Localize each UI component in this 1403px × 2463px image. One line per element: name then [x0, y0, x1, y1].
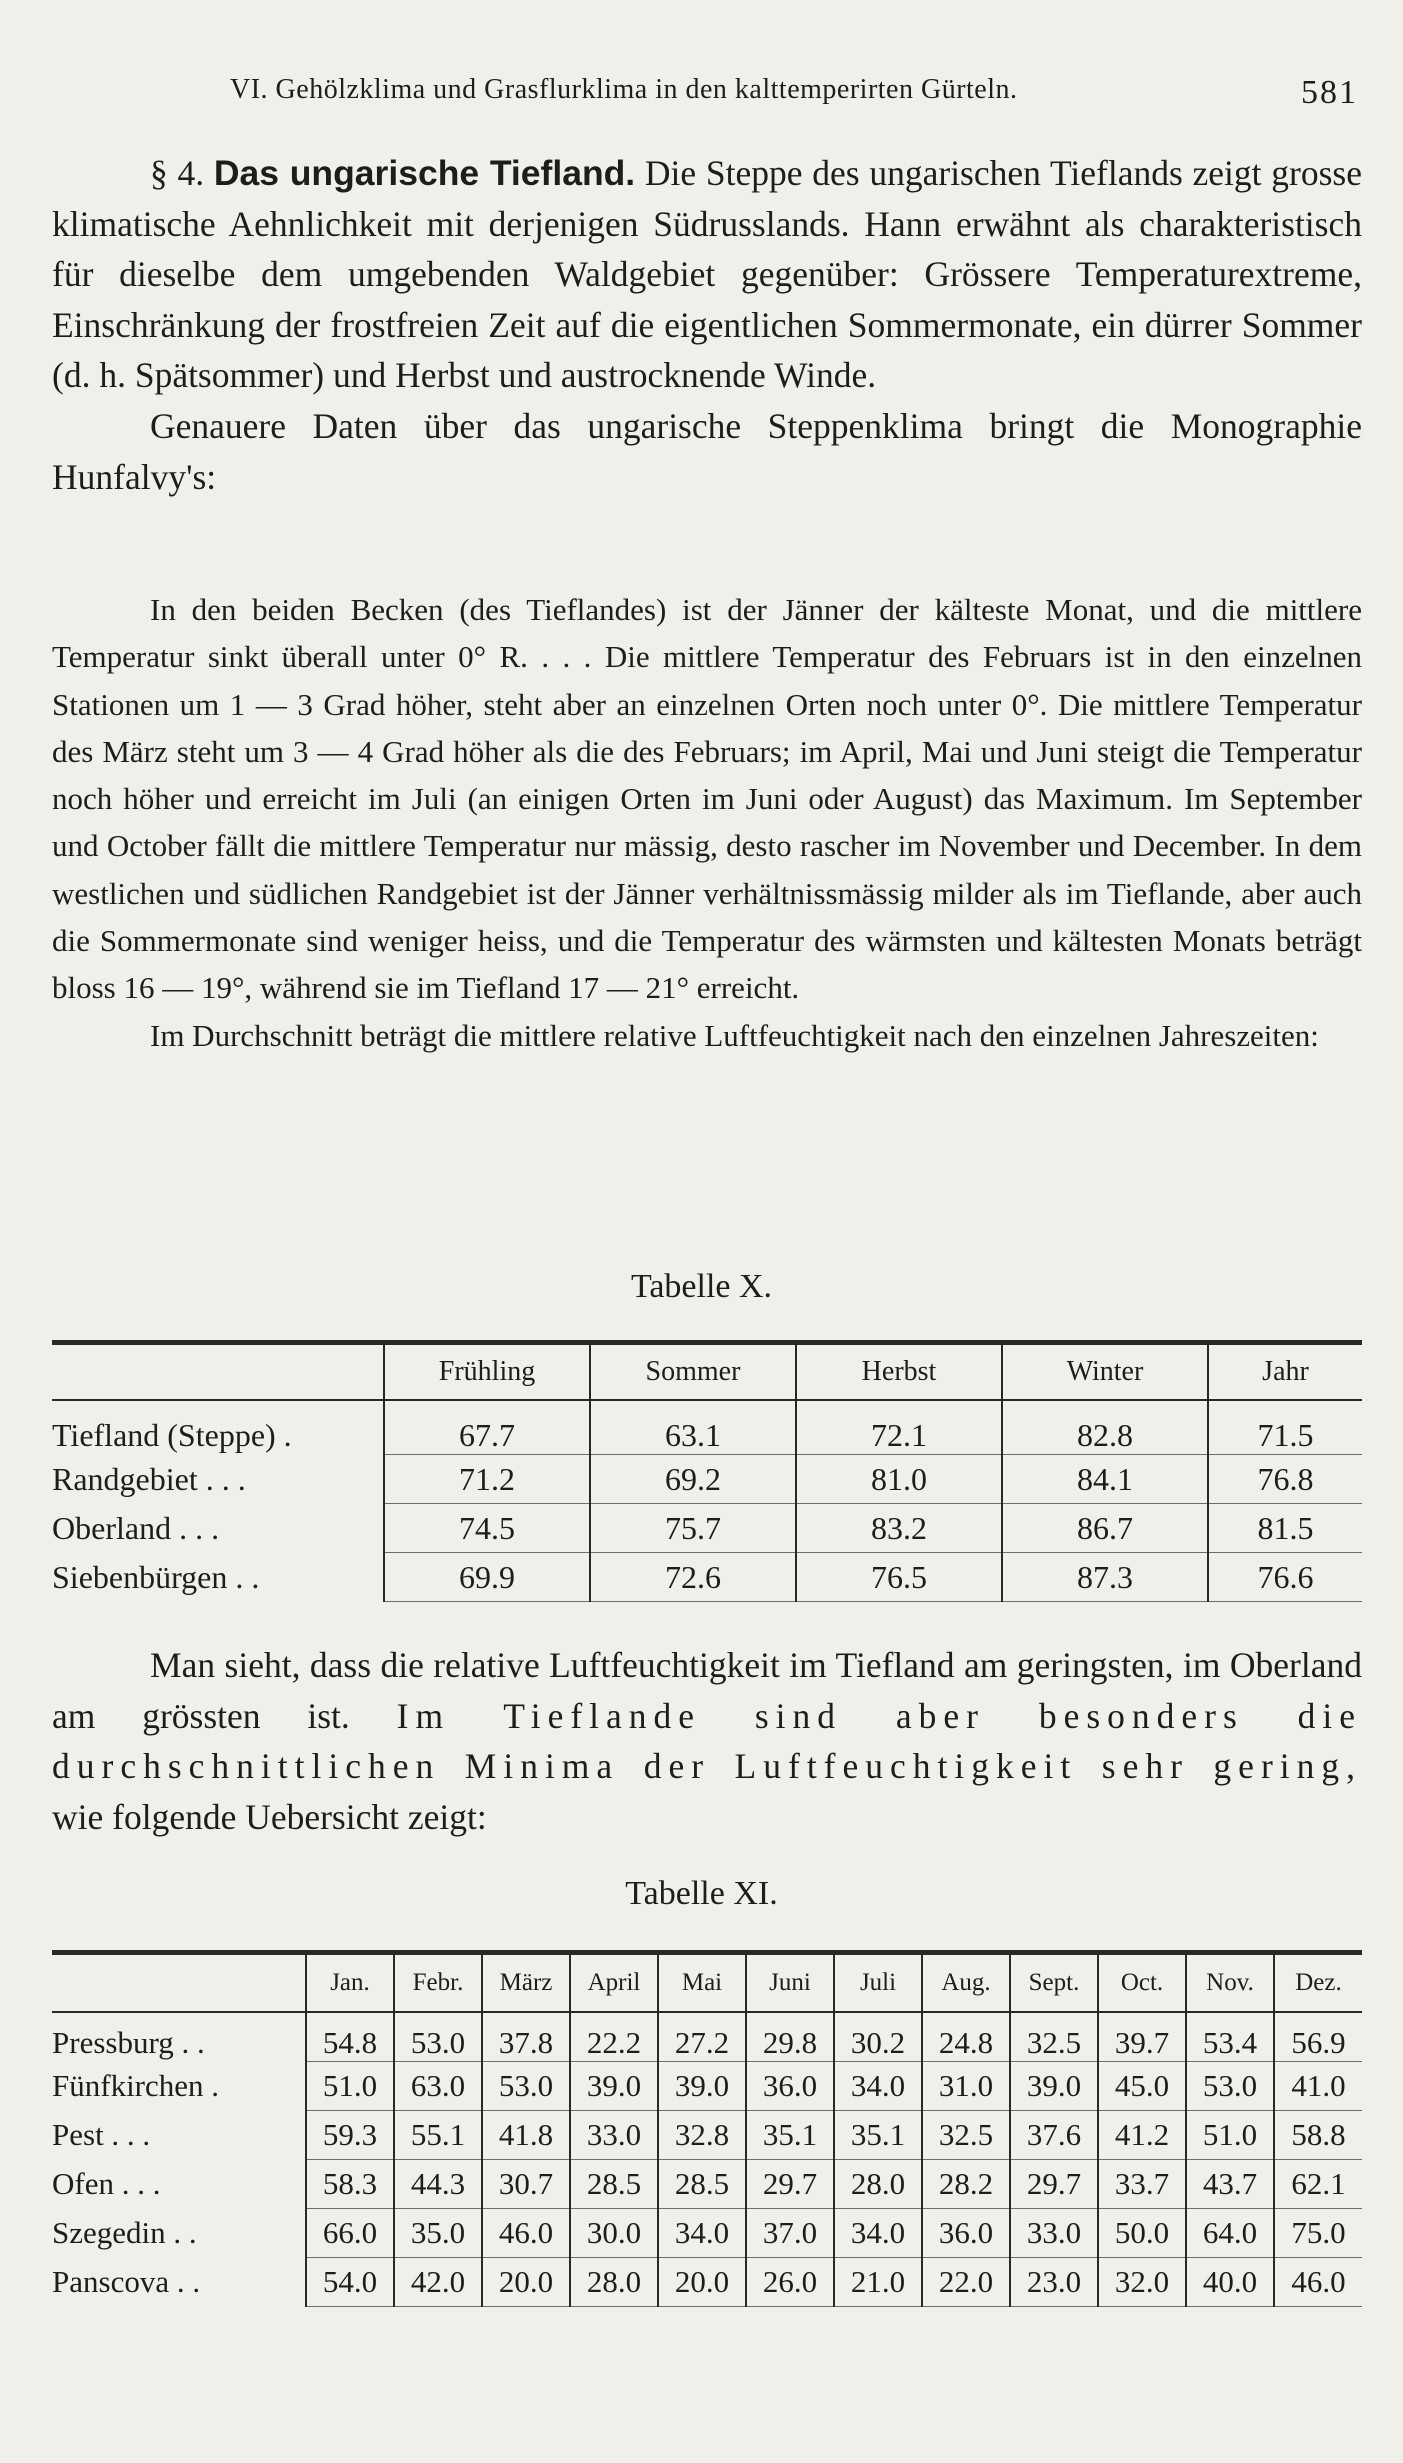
table-xi-cell: 29.7 [1010, 2160, 1098, 2209]
table-x-cell: 76.5 [796, 1553, 1002, 1602]
table-xi-cell: 28.5 [570, 2160, 658, 2209]
table-xi-cell: 35.0 [394, 2209, 482, 2258]
table-x-cell: 71.2 [384, 1455, 590, 1504]
between-text-normal: Man sieht, dass die relative Luftfeuchtigkeit im Tiefland am geringsten, im Oberland am grössten ist. [52, 1645, 1362, 1736]
table-xi-cell: 54.8 [306, 2012, 394, 2062]
table-xi-cell: 34.0 [834, 2209, 922, 2258]
table-xi-cell: 51.0 [1186, 2111, 1274, 2160]
table-xi-cell: 39.7 [1098, 2012, 1186, 2062]
table-xi-corner [52, 1953, 306, 2013]
table-xi-cell: 39.0 [1010, 2062, 1098, 2111]
table-xi-row [52, 2012, 1362, 2062]
table-xi-body [52, 2012, 1362, 2307]
table-x-cell: 81.5 [1208, 1504, 1362, 1553]
table-xi-cell: 56.9 [1274, 2012, 1362, 2062]
table-x-cell: 75.7 [590, 1504, 796, 1553]
table-xi-col-header: Juli [834, 1953, 922, 2013]
table-xi-cell: 64.0 [1186, 2209, 1274, 2258]
table-xi-cell: 33.0 [570, 2111, 658, 2160]
table-x-cell: 76.8 [1208, 1455, 1362, 1504]
table-xi-cell: 55.1 [394, 2111, 482, 2160]
table-xi-col-header: Oct. [1098, 1953, 1186, 2013]
table-xi-col-header: Jan. [306, 1953, 394, 2013]
table-x-row [52, 1400, 1362, 1455]
table-xi-cell: 41.2 [1098, 2111, 1186, 2160]
table-xi-col-header: Aug. [922, 1953, 1010, 2013]
table-xi-cell: 40.0 [1186, 2258, 1274, 2307]
table-xi-cell: 58.8 [1274, 2111, 1362, 2160]
table-xi-cell: 53.0 [1186, 2062, 1274, 2111]
table-x-row [52, 1504, 1362, 1553]
table-xi-cell: 36.0 [922, 2209, 1010, 2258]
table-xi-row [52, 2258, 1362, 2307]
table-xi-col-header: Nov. [1186, 1953, 1274, 2013]
table-x-cell: 84.1 [1002, 1455, 1208, 1504]
table-xi-cell: 28.0 [834, 2160, 922, 2209]
table-xi-cell: 32.5 [1010, 2012, 1098, 2062]
between-text-end: wie folgende Uebersicht zeigt: [52, 1796, 487, 1837]
table-x-header-row [52, 1343, 1362, 1401]
table-xi-cell: 30.2 [834, 2012, 922, 2062]
table-xi-cell: 33.7 [1098, 2160, 1186, 2209]
table-xi-cell: 32.0 [1098, 2258, 1186, 2307]
table-x-body [52, 1400, 1362, 1602]
table-xi-row-label: Szegedin . . [52, 2215, 197, 2250]
table-x-col-header: Winter [1002, 1343, 1208, 1401]
table-xi-row-label: Panscova . . [52, 2264, 201, 2299]
table-x-row-label: Siebenbürgen . . [52, 1558, 260, 1595]
table-xi-cell: 37.6 [1010, 2111, 1098, 2160]
table-xi-row-label: Ofen . . . [52, 2166, 161, 2201]
table-xi-cell: 35.1 [834, 2111, 922, 2160]
table-xi-cell: 46.0 [1274, 2258, 1362, 2307]
table-x-row-label: Randgebiet . . . [52, 1460, 246, 1497]
table-x-col-header: Herbst [796, 1343, 1002, 1401]
table-xi-cell: 46.0 [482, 2209, 570, 2258]
table-x-cell: 83.2 [796, 1504, 1002, 1553]
quotation-intro-table: Im Durchschnitt beträgt die mittlere relative Luftfeuchtigkeit nach den einzelnen Jahreszeiten: [150, 1017, 1319, 1053]
table-x-cell: 71.5 [1208, 1400, 1362, 1455]
table-xi-cell: 26.0 [746, 2258, 834, 2307]
table-xi-cell: 39.0 [570, 2062, 658, 2111]
table-x-cell: 72.6 [590, 1553, 796, 1602]
table-xi-row [52, 2160, 1362, 2209]
page-number: 581 [1301, 74, 1358, 111]
table-xi-cell: 27.2 [658, 2012, 746, 2062]
table-xi-cell: 59.3 [306, 2111, 394, 2160]
table-xi-cell: 58.3 [306, 2160, 394, 2209]
table-xi-cell: 44.3 [394, 2160, 482, 2209]
table-x-row-label: Oberland . . . [52, 1509, 220, 1546]
table-x-cell: 63.1 [590, 1400, 796, 1455]
table-xi-col-header: Mai [658, 1953, 746, 2013]
table-xi-cell: 51.0 [306, 2062, 394, 2111]
table-x-cell: 69.9 [384, 1553, 590, 1602]
table-xi-cell: 30.7 [482, 2160, 570, 2209]
running-title: VI. Gehölzklima und Grasflurklima in den kalttemperirten Gürteln. [230, 74, 1018, 105]
between-paragraph [52, 1640, 1362, 1842]
table-xi-cell: 31.0 [922, 2062, 1010, 2111]
table-xi-col-header: Juni [746, 1953, 834, 2013]
table-xi-cell: 20.0 [658, 2258, 746, 2307]
table-x-cell: 76.6 [1208, 1553, 1362, 1602]
table-xi-cell: 41.8 [482, 2111, 570, 2160]
table-xi-cell: 53.0 [482, 2062, 570, 2111]
table-xi-caption: Tabelle XI. [625, 1875, 778, 1912]
table-xi-cell: 37.0 [746, 2209, 834, 2258]
table-xi-cell: 43.7 [1186, 2160, 1274, 2209]
table-x-cell: 72.1 [796, 1400, 1002, 1455]
table-x-cell: 86.7 [1002, 1504, 1208, 1553]
table-xi-row [52, 2111, 1362, 2160]
table-x-row [52, 1553, 1362, 1602]
running-header [230, 66, 1370, 126]
table-xi-row-label: Fünfkirchen . [52, 2068, 220, 2103]
section-paragraph-1-text: Die Steppe des ungarischen Tieflands zeigt grosse klimatische Aehnlichkeit mit derjenigen Südrusslands. Hann erwähnt als charakteristisch für dieselbe dem umgebenden Waldgebiet gegenüber: Grössere Temperaturextreme, Einschränkung der frostfreien Zeit auf die eigentlichen Sommermonate, ein dürrer Sommer (d. h. Spätsommer) und Herbst und austrocknende Winde. [52, 153, 1362, 396]
table-x-cell: 87.3 [1002, 1553, 1208, 1602]
table-xi-col-header: Sept. [1010, 1953, 1098, 2013]
table-xi-col-header: Dez. [1274, 1953, 1362, 2013]
table-x-cell: 67.7 [384, 1400, 590, 1455]
between-text-spaced: Im Tieflande sind aber besonders die durchschnittlichen Minima der Luftfeuchtigkeit sehr gering, [52, 1695, 1362, 1787]
table-xi-cell: 36.0 [746, 2062, 834, 2111]
table-xi-cell: 53.0 [394, 2012, 482, 2062]
table-xi-col-header: Febr. [394, 1953, 482, 2013]
table-xi-row [52, 2062, 1362, 2111]
table-xi-cell: 37.8 [482, 2012, 570, 2062]
table-x-row-label: Tiefland (Steppe) . [52, 1417, 292, 1454]
table-xi-header-row [52, 1953, 1362, 2013]
table-xi-cell: 42.0 [394, 2258, 482, 2307]
quotation-paragraph: In den beiden Becken (des Tieflandes) ist der Jänner der kälteste Monat, und die mittlere Temperatur sinkt überall unter 0° R. . . . Die mittlere Temperatur des Februars ist in den einzelnen Stationen um 1 — 3 Grad höher, steht aber an einzelnen Orten noch unter 0°. Die mittlere Temperatur des März steht um 3 — 4 Grad höher als die des Februars; im April, Mai und Juni steigt die Temperatur noch höher und erreicht im Juli (an einigen Orten im Juni oder August) das Maximum. Im September und October fällt die mittlere Temperatur nur mässig, desto rascher im November und December. In dem westlichen und südlichen Randgebiet ist der Jänner verhältnissmässig milder als im Tieflande, aber auch die Sommermonate sind weniger heiss, und die Temperatur des wärmsten und kältesten Monats beträgt bloss 16 — 19°, während sie im Tiefland 17 — 21° erreicht. [52, 592, 1362, 1006]
table-xi-cell: 30.0 [570, 2209, 658, 2258]
section-paragraph-2: Genauere Daten über das ungarische Steppenklima bringt die Monographie Hunfalvy's: [52, 405, 1362, 497]
table-xi-cell: 75.0 [1274, 2209, 1362, 2258]
table-xi-cell: 33.0 [1010, 2209, 1098, 2258]
table-x-col-header: Jahr [1208, 1343, 1362, 1401]
table-xi-row [52, 2209, 1362, 2258]
table-x-caption: Tabelle X. [630, 1268, 773, 1305]
between-text [52, 1640, 1362, 1842]
table-x-cell: 74.5 [384, 1504, 590, 1553]
table-x-corner [52, 1343, 384, 1401]
table-xi-cell: 20.0 [482, 2258, 570, 2307]
table-xi-cell: 21.0 [834, 2258, 922, 2307]
table-xi-cell: 63.0 [394, 2062, 482, 2111]
table-x-col-header: Frühling [384, 1343, 590, 1401]
section-number: § 4. [150, 153, 205, 193]
table-xi-cell: 50.0 [1098, 2209, 1186, 2258]
table-x-cell: 82.8 [1002, 1400, 1208, 1455]
table-xi-cell: 34.0 [658, 2209, 746, 2258]
table-xi-cell: 34.0 [834, 2062, 922, 2111]
table-xi-cell: 35.1 [746, 2111, 834, 2160]
table-xi-cell: 28.5 [658, 2160, 746, 2209]
section-title: Das ungarische Tiefland. [213, 153, 636, 193]
table-xi-cell: 41.0 [1274, 2062, 1362, 2111]
table-x-col-header: Sommer [590, 1343, 796, 1401]
table-xi-col-header: März [482, 1953, 570, 2013]
table-xi-cell: 32.5 [922, 2111, 1010, 2160]
table-xi-col-header: April [570, 1953, 658, 2013]
table-x-cell: 69.2 [590, 1455, 796, 1504]
table-xi-row-label: Pest . . . [52, 2117, 151, 2152]
table-xi-cell: 53.4 [1186, 2012, 1274, 2062]
table-xi-cell: 28.2 [922, 2160, 1010, 2209]
table-xi-cell: 29.8 [746, 2012, 834, 2062]
table-xi-cell: 54.0 [306, 2258, 394, 2307]
table-xi-cell: 45.0 [1098, 2062, 1186, 2111]
quotation-block [52, 586, 1362, 1059]
table-x-cell: 81.0 [796, 1455, 1002, 1504]
table-xi-row-label: Pressburg . . [52, 2025, 205, 2061]
table-xi-cell: 28.0 [570, 2258, 658, 2307]
section-paragraph-1 [52, 148, 1362, 401]
section-text [52, 148, 1362, 502]
table-xi-cell: 29.7 [746, 2160, 834, 2209]
table-xi-cell: 62.1 [1274, 2160, 1362, 2209]
table-xi [52, 1950, 1362, 2307]
table-x-row [52, 1455, 1362, 1504]
table-xi-cell: 66.0 [306, 2209, 394, 2258]
table-xi-cell: 22.2 [570, 2012, 658, 2062]
table-xi-cell: 22.0 [922, 2258, 1010, 2307]
table-x [52, 1340, 1362, 1602]
table-xi-cell: 32.8 [658, 2111, 746, 2160]
table-xi-cell: 24.8 [922, 2012, 1010, 2062]
table-xi-cell: 23.0 [1010, 2258, 1098, 2307]
table-xi-cell: 39.0 [658, 2062, 746, 2111]
